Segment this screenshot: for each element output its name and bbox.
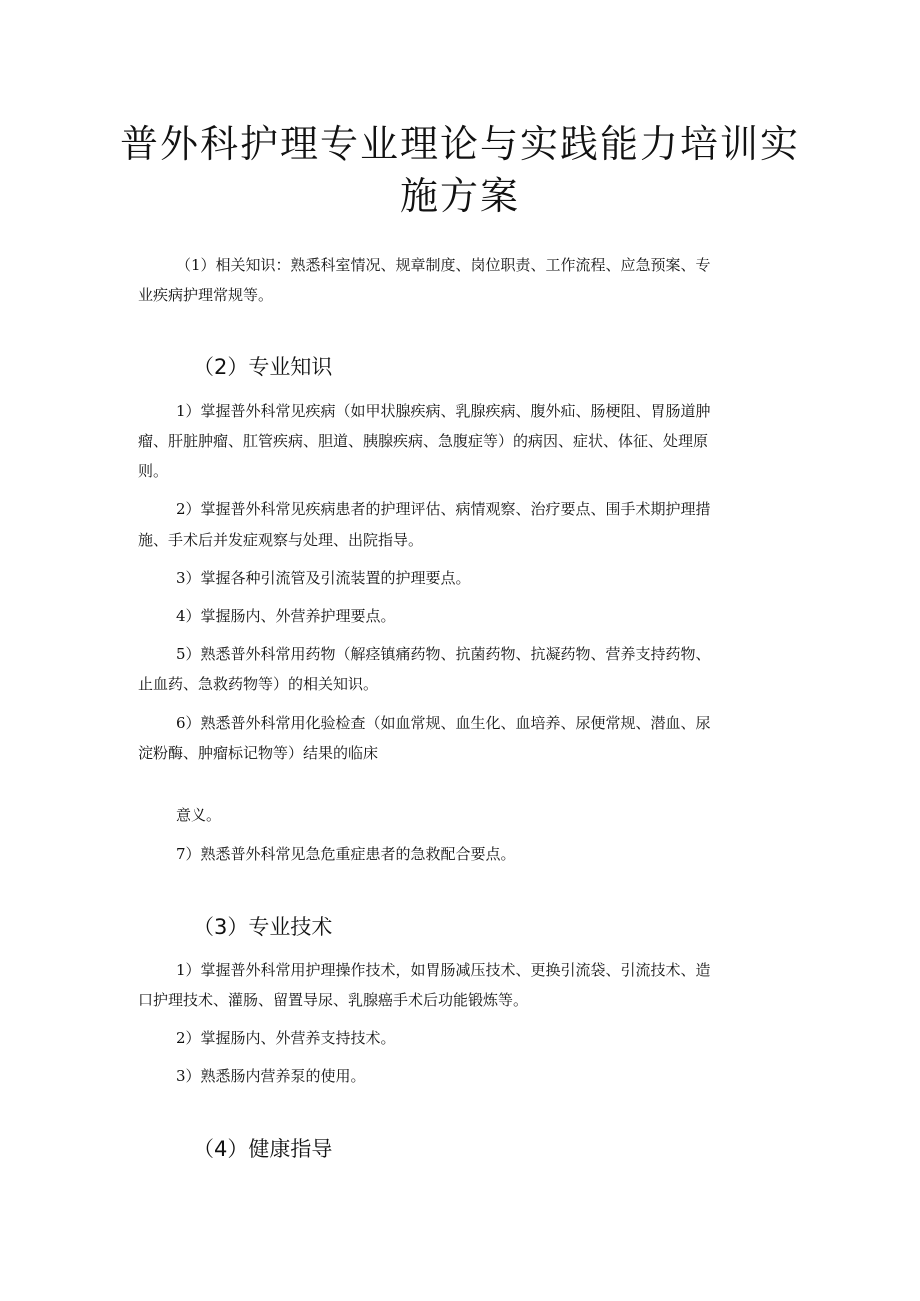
section2-item6-line1: 6）熟悉普外科常用化验检查（如血常规、血生化、血培养、尿便常规、潜血、尿 bbox=[176, 714, 711, 732]
section3-item3: 3）熟悉肠内营养泵的使用。 bbox=[176, 1067, 366, 1085]
section2-item1-line1: 1）掌握普外科常见疾病（如甲状腺疾病、乳腺疾病、腹外疝、肠梗阻、胃肠道肿 bbox=[176, 402, 711, 420]
section2-item6-line3: 意义。 bbox=[176, 806, 222, 824]
section2-item2-line2: 施、手术后并发症观察与处理、出院指导。 bbox=[138, 531, 424, 549]
section2-item4: 4）掌握肠内、外营养护理要点。 bbox=[176, 607, 396, 625]
section2-item5-line1: 5）熟悉普外科常用药物（解痉镇痛药物、抗菌药物、抗凝药物、营养支持药物、 bbox=[176, 645, 711, 663]
document-title-line-1: 普外科护理专业理论与实践能力培训实 bbox=[119, 122, 800, 166]
section2-item6-line2: 淀粉酶、肿瘤标记物等）结果的临床 bbox=[138, 744, 379, 762]
section3-heading: （3）专业技术 bbox=[193, 915, 333, 939]
section1-text-line-2: 业疾病护理常规等。 bbox=[138, 286, 274, 304]
document-title-line-2: 施方案 bbox=[399, 174, 520, 218]
section2-item7: 7）熟悉普外科常见急危重症患者的急救配合要点。 bbox=[176, 845, 516, 863]
section3-item1-line1: 1）掌握普外科常用护理操作技术，如胃肠减压技术、更换引流袋、引流技术、造 bbox=[176, 961, 711, 979]
section2-item2-line1: 2）掌握普外科常见疾病患者的护理评估、病情观察、治疗要点、围手术期护理措 bbox=[176, 500, 711, 518]
section2-item1-line3: 则。 bbox=[138, 462, 169, 480]
section2-item5-line2: 止血药、急救药物等）的相关知识。 bbox=[138, 675, 379, 693]
section3-item2: 2）掌握肠内、外营养支持技术。 bbox=[176, 1029, 396, 1047]
section1-text-line-1: （1）相关知识：熟悉科室情况、规章制度、岗位职责、工作流程、应急预案、专 bbox=[176, 256, 711, 274]
section4-heading: （4）健康指导 bbox=[193, 1137, 333, 1161]
section2-heading: （2）专业知识 bbox=[193, 355, 333, 379]
section2-item3: 3）掌握各种引流管及引流装置的护理要点。 bbox=[176, 569, 471, 587]
section3-item1-line2: 口护理技术、灌肠、留置导尿、乳腺癌手术后功能锻炼等。 bbox=[138, 991, 529, 1009]
section2-item1-line2: 瘤、肝脏肿瘤、肛管疾病、胆道、胰腺疾病、急腹症等）的病因、症状、体征、处理原 bbox=[138, 432, 709, 450]
